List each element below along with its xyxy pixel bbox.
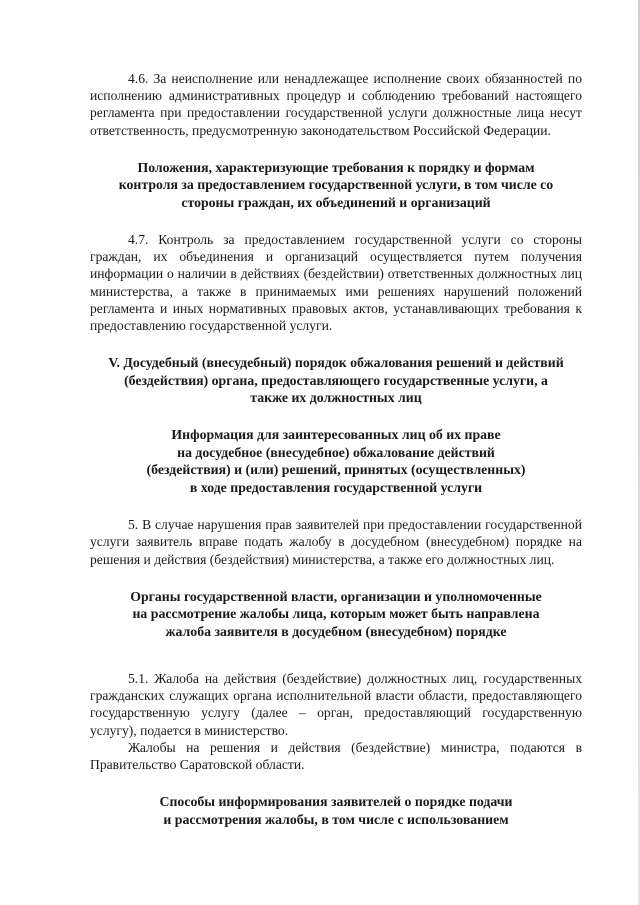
heading-section-v: [90, 354, 582, 406]
heading-line: на досудебное (внесудебное) обжалование действий: [177, 444, 495, 460]
heading-line: жалоба заявителя в досудебном (внесудебном) порядке: [165, 623, 507, 639]
paragraph-4-6: 4.6. За неисполнение или ненадлежащее исполнение своих обязанностей по исполнению административных процедур и соблюдению требований настоящего регламента при предоставлении государственной услуги должностные лица несут ответственность, предусмотренную законодательством Российской Федерации.: [90, 71, 582, 138]
heading-line: контроля за предоставлением государственной услуги, в том числе со: [118, 177, 554, 193]
heading-control-provisions: [90, 159, 582, 211]
heading-authorized-bodies: [90, 588, 582, 640]
heading-line: Информация для заинтересованных лиц об их праве: [171, 427, 501, 443]
heading-line: Положения, характеризующие требования к порядку и формам: [137, 159, 535, 175]
heading-line: и рассмотрения жалобы, в том числе с использованием: [163, 811, 509, 827]
heading-line: в ходе предоставления государственной услуги: [189, 479, 483, 495]
heading-information-for-applicants: [90, 426, 582, 496]
paragraph-5-1-complaints-minister: Жалобы на решения и действия (бездействие) министра, подаются в Правительство Саратовской области.: [90, 739, 582, 772]
heading-line: V. Досудебный (внесудебный) порядок обжалования решений и действий: [108, 355, 564, 371]
heading-line: на рассмотрение жалобы лица, которым может быть направлена: [132, 606, 540, 622]
document-page: [90, 70, 582, 828]
paragraph-5-1: 5.1. Жалоба на действия (бездействие) должностных лиц, государственных гражданских служащих органа исполнительной власти области, предоставляющего государственную услугу (далее – орган, предоставляющий государственную услугу), подается в министерство.: [90, 670, 582, 738]
heading-line: стороны граждан, их объединений и организаций: [181, 194, 491, 210]
heading-line: Органы государственной власти, организации и уполномоченные: [130, 588, 542, 604]
heading-line: (бездействия) и (или) решений, принятых (осуществленных): [146, 462, 526, 478]
heading-informing-methods: [90, 793, 582, 828]
heading-line: также их должностных лиц: [250, 390, 422, 406]
paragraph-5: 5. В случае нарушения прав заявителей при предоставлении государственной услуги заявитель вправе подать жалобу в досудебном (внесудебном) порядке на решения и действия (бездействия) министерства, а также его должностных лиц.: [90, 517, 582, 567]
heading-line: (бездействия) органа, предоставляющего государственные услуги, а: [124, 372, 548, 388]
paragraph-4-7: 4.7. Контроль за предоставлением государственной услуги со стороны граждан, их объединения и организаций осуществляется путем получения информации о наличии в действиях (бездействии) ответственных должностных лиц министерства, а также в принимаемых ими решениях нарушений положений регламента и иных нормативных правовых актов, устанавливающих требования к предоставлению государственной услуги.: [90, 232, 582, 334]
heading-line: Способы информирования заявителей о порядке подачи: [159, 794, 513, 810]
